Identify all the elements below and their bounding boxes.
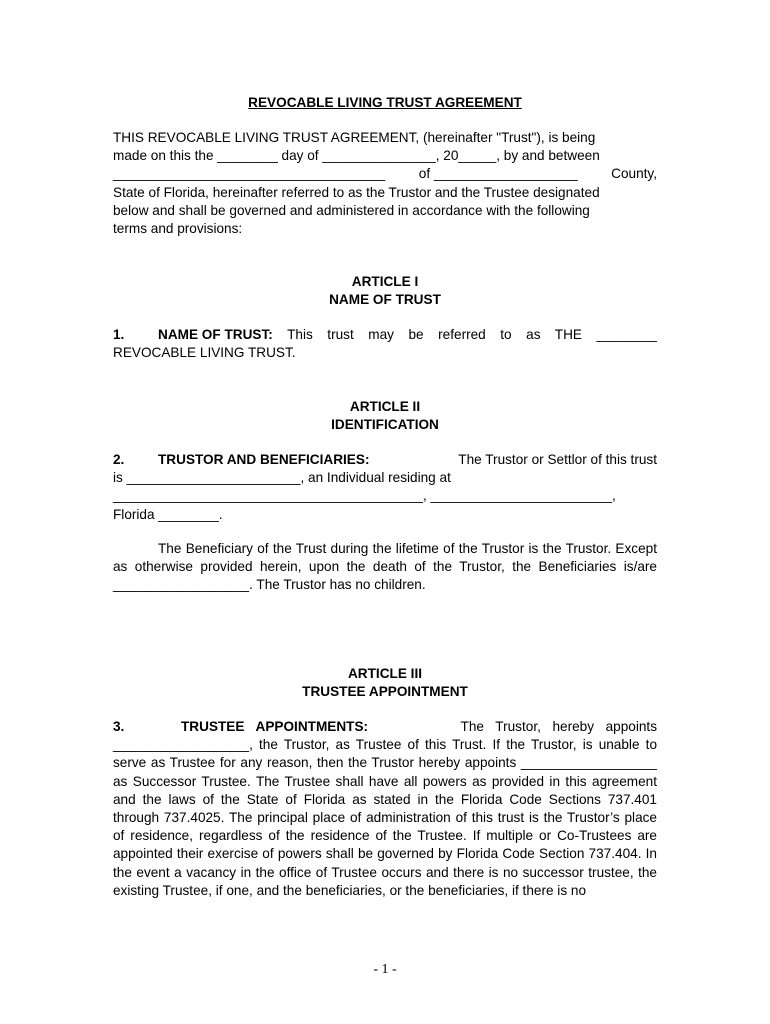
article-2-subheading: IDENTIFICATION bbox=[331, 417, 439, 432]
intro-paragraph bbox=[113, 129, 657, 238]
section-text: This trust may be referred to as THE ________ bbox=[272, 327, 657, 342]
section-2-line: is _______________________, an Individual residing at bbox=[113, 470, 451, 486]
section-number: 2. bbox=[113, 452, 125, 467]
section-number: 3. bbox=[113, 719, 125, 734]
article-3-heading: ARTICLE III bbox=[347, 666, 422, 681]
article-3-subheading: TRUSTEE APPOINTMENT bbox=[302, 684, 468, 699]
section-label: TRUSTOR AND BENEFICIARIES: bbox=[158, 452, 370, 467]
intro-line bbox=[113, 165, 657, 183]
section-text: The Trustor, hereby appoints __________________, the Trustor, as Trustee of this Trust. If the Trustor, is unable to serve as Trustee for any reason, then the Trustor hereby appoints __________________ as Successor Trustee. The Trustee shall have all powers as provided in this agreement and the laws of the State of Florida as stated in the Florida Code Sections 737.401 through 737.4025. The principal place of administration of this trust is the Trustor’s place of residence, regardless of the residence of the Trustee. If multiple or Co-Trustees are appointed their exercise of powers shall be governed by Florida Code Section 737.404. In the event a vacancy in the office of Trustee occurs and there is no successor trustee, the existing Trustee, if one, and the beneficiaries, or the beneficiaries, if there is no bbox=[113, 719, 658, 898]
intro-line: below and shall be governed and administered in accordance with the following bbox=[113, 202, 590, 218]
article-1-heading: ARTICLE I bbox=[351, 274, 419, 289]
page-number: - 1 - bbox=[373, 962, 397, 977]
beneficiary-paragraph: The Beneficiary of the Trust during the lifetime of the Trustor is the Trustor. Except as otherwise provided herein, upon the death of the Trustor, the Beneficiaries is/are __________________. The Trustor has no children. bbox=[113, 541, 657, 593]
county-label: County, bbox=[611, 166, 657, 182]
article-2-heading: ARTICLE II bbox=[349, 399, 421, 414]
document-title: REVOCABLE LIVING TRUST AGREEMENT bbox=[248, 95, 522, 110]
section-number: 1. bbox=[113, 327, 125, 342]
intro-line: terms and provisions: bbox=[113, 221, 243, 237]
intro-line: THIS REVOCABLE LIVING TRUST AGREEMENT, (hereinafter "Trust"), is being bbox=[113, 130, 596, 145]
article-1-subheading: NAME OF TRUST bbox=[329, 292, 441, 307]
section-2-line: Florida ________. bbox=[113, 506, 223, 522]
section-2-line: _________________________________________, ________________________, bbox=[113, 488, 616, 504]
intro-line: State of Florida, hereinafter referred to as the Trustor and the Trustee designated bbox=[113, 184, 600, 200]
county-blank: of ___________________ bbox=[418, 166, 578, 182]
section-label: TRUSTEE APPOINTMENTS: bbox=[181, 719, 369, 734]
section-text: The Trustor or Settlor of this trust bbox=[458, 452, 657, 467]
section-2-line bbox=[113, 451, 657, 469]
section-1 bbox=[113, 326, 657, 362]
section-3 bbox=[113, 718, 657, 900]
section-label: NAME OF TRUST: bbox=[158, 327, 273, 342]
section-1-line: REVOCABLE LIVING TRUST. bbox=[113, 345, 296, 361]
name-blank: ____________________________________ bbox=[113, 166, 386, 182]
intro-line: made on this the ________ day of _______________, 20_____, by and between bbox=[113, 148, 600, 164]
section-1-line bbox=[113, 326, 657, 344]
section-2 bbox=[113, 451, 657, 524]
